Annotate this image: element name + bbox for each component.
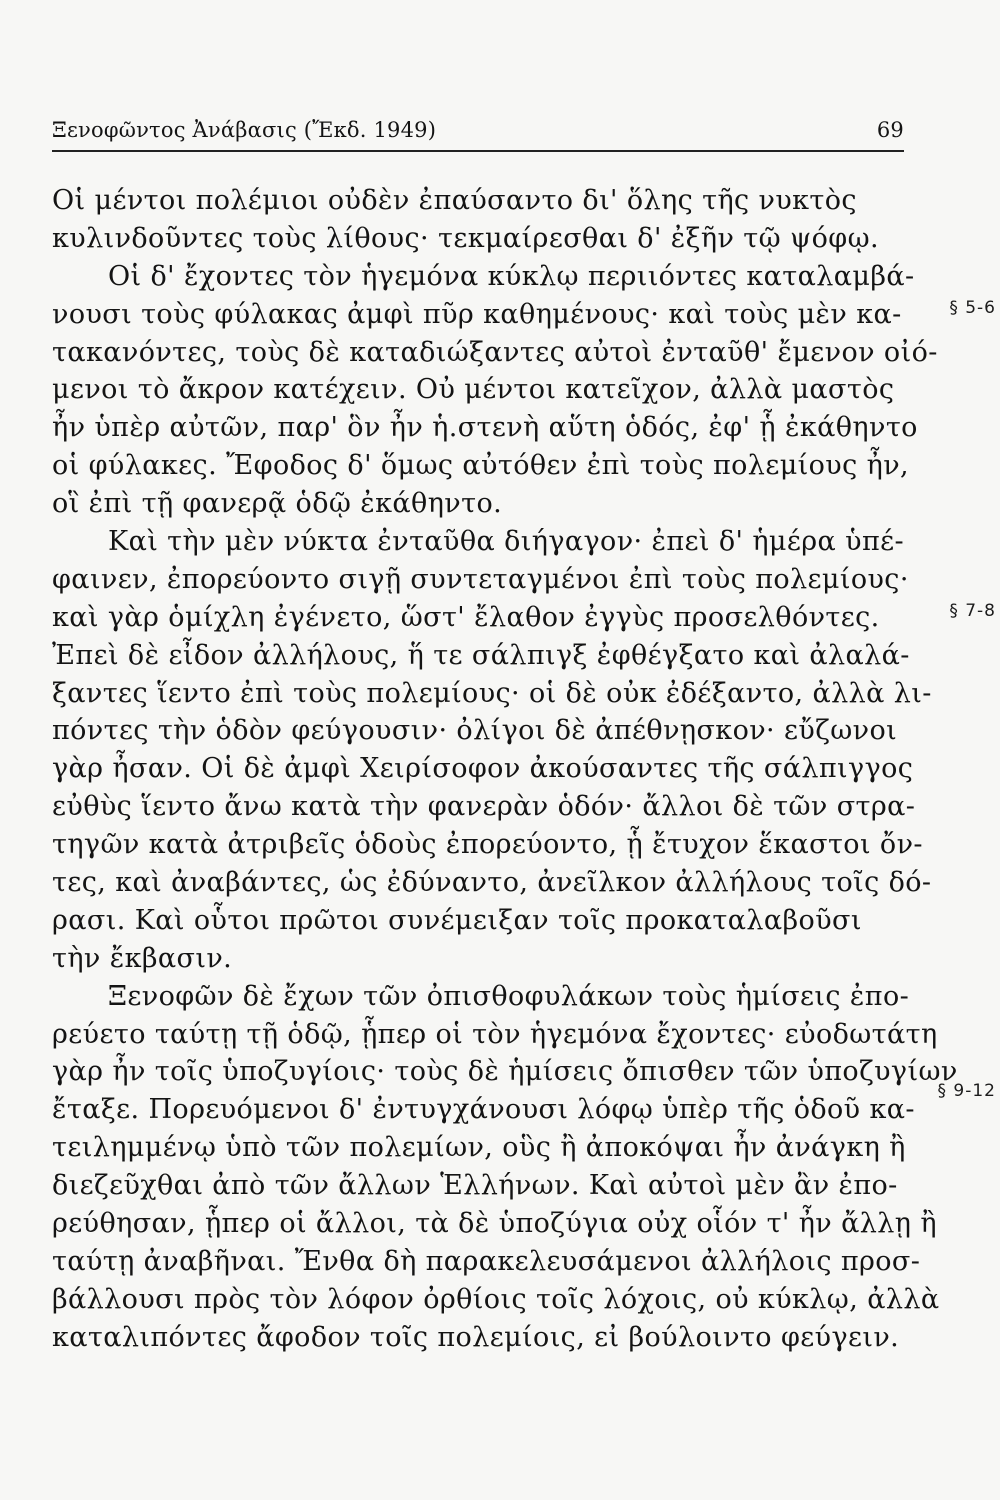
text-line: νουσι τοὺς φύλακας ἀμφὶ πῦρ καθημένους· καὶ τοὺς μὲν κα- xyxy=(52,298,902,330)
text-line: Ἐπεὶ δὲ εἶδον ἀλλήλους, ἥ τε σάλπιγξ ἐφθέγξατο καὶ ἀλαλά- xyxy=(52,639,910,671)
text-line: βάλλουσι πρὸς τὸν λόφον ὀρθίοις τοῖς λόχοις, οὐ κύκλῳ, ἀλλὰ xyxy=(52,1283,940,1315)
text-line: γὰρ ἦν τοῖς ὑποζυγίοις· τοὺς δὲ ἡμίσεις ὄπισθεν τῶν ὑποζυγίων xyxy=(52,1056,958,1088)
body-text xyxy=(52,182,958,1357)
text-line: καταλιπόντες ἄφοδον τοῖς πολεμίοις, εἰ βούλοιντο φεύγειν. xyxy=(52,1321,900,1353)
text-line: φαινεν, ἐπορεύοντο σιγῇ συντεταγμένοι ἐπὶ τοὺς πολεμίους· xyxy=(52,563,909,595)
running-header xyxy=(52,118,904,148)
text-line: ρεύετο ταύτῃ τῇ ὁδῷ, ᾗπερ οἱ τὸν ἡγεμόνα ἔχοντες· εὐοδωτάτη xyxy=(52,1018,938,1050)
text-line: γὰρ ἦσαν. Οἱ δὲ ἀμφὶ Χειρίσοφον ἀκούσαντες τῆς σάλπιγγος xyxy=(52,753,914,785)
header-title: Ξενοφῶντος Ἀνάβασις (Ἔκδ. 1949) xyxy=(52,118,437,142)
section-marker: § 7-8 xyxy=(949,601,996,621)
text-line: οἳ ἐπὶ τῇ φανερᾷ ὁδῷ ἐκάθηντο. xyxy=(52,488,503,520)
text-line: ἔταξε. Πορευόμενοι δ' ἐντυγχάνουσι λόφῳ ὑπὲρ τῆς ὁδοῦ κα- xyxy=(52,1094,915,1126)
text-line: εὐθὺς ἵεντο ἄνω κατὰ τὴν φανερὰν ὁδόν· ἄλλοι δὲ τῶν στρα- xyxy=(52,791,916,823)
page-number: 69 xyxy=(876,118,904,142)
text-line: τειλημμένῳ ὑπὸ τῶν πολεμίων, οὓς ἢ ἀποκόψαι ἦν ἀνάγκη ἢ xyxy=(52,1132,906,1164)
text-line: Οἱ μέντοι πολέμιοι οὐδὲν ἐπαύσαντο δι' ὅλης τῆς νυκτὸς xyxy=(52,185,857,216)
text-line: ρεύθησαν, ᾗπερ οἱ ἄλλοι, τὰ δὲ ὑποζύγια οὐχ οἷόν τ' ἦν ἄλλῃ ἢ xyxy=(52,1208,937,1240)
text-line: πόντες τὴν ὁδὸν φεύγουσιν· ὀλίγοι δὲ ἀπέθνῃσκον· εὔζωνοι xyxy=(52,715,898,747)
header-rule xyxy=(52,150,904,152)
text-line: ρασι. Καὶ οὗτοι πρῶτοι συνέμειξαν τοῖς προκαταλαβοῦσι xyxy=(52,904,862,936)
section-marker: § 5-6 xyxy=(949,298,996,318)
text-line: τες, καὶ ἀναβάντες, ὡς ἐδύναντο, ἀνεῖλκον ἀλλήλους τοῖς δό- xyxy=(52,867,932,899)
text-line: μενοι τὸ ἄκρον κατέχειν. Οὐ μέντοι κατεῖχον, ἀλλὰ μαστὸς xyxy=(52,374,895,406)
text-line: Ξενοφῶν δὲ ἔχων τῶν ὀπισθοφυλάκων τοὺς ἡμίσεις ἐπο- xyxy=(108,980,910,1012)
text-line: ἦν ὑπὲρ αὐτῶν, παρ' ὃν ἦν ἡ.στενὴ αὕτη ὁδός, ἐφ' ᾗ ἐκάθηντο xyxy=(52,412,918,444)
section-marker: § 9-12 xyxy=(937,1081,996,1101)
text-line: Καὶ τὴν μὲν νύκτα ἐνταῦθα διήγαγον· ἐπεὶ δ' ἡμέρα ὑπέ- xyxy=(108,526,905,558)
text-line: τηγῶν κατὰ ἀτριβεῖς ὁδοὺς ἐπορεύοντο, ᾗ ἔτυχον ἕκαστοι ὄν- xyxy=(52,829,923,861)
text-line: τακανόντες, τοὺς δὲ καταδιώξαντες αὐτοὶ ἐνταῦθ' ἔμενον οἰό- xyxy=(52,336,938,368)
text-line: διεζεῦχθαι ἀπὸ τῶν ἄλλων Ἑλλήνων. Καὶ αὐτοὶ μὲν ἂν ἐπο- xyxy=(52,1170,898,1202)
text-line: ταύτῃ ἀναβῆναι. Ἔνθα δὴ παρακελευσάμενοι ἀλλήλοις προσ- xyxy=(52,1245,921,1277)
text-line: οἱ φύλακες. Ἔφοδος δ' ὅμως αὐτόθεν ἐπὶ τοὺς πολεμίους ἦν, xyxy=(52,450,909,482)
text-line: Οἱ δ' ἔχοντες τὸν ἡγεμόνα κύκλῳ περιιόντες καταλαμβά- xyxy=(108,260,915,292)
text-line: καὶ γὰρ ὁμίχλη ἐγένετο, ὥστ' ἔλαθον ἐγγὺς προσελθόντες. xyxy=(52,601,880,633)
text-line: κυλινδοῦντες τοὺς λίθους· τεκμαίρεσθαι δ' ἐξῆν τῷ ψόφῳ. xyxy=(52,222,879,254)
text-line: τὴν ἔκβασιν. xyxy=(52,942,233,974)
text-line: ξαντες ἵεντο ἐπὶ τοὺς πολεμίους· οἱ δὲ οὐκ ἐδέξαντο, ἀλλὰ λι- xyxy=(52,677,932,709)
